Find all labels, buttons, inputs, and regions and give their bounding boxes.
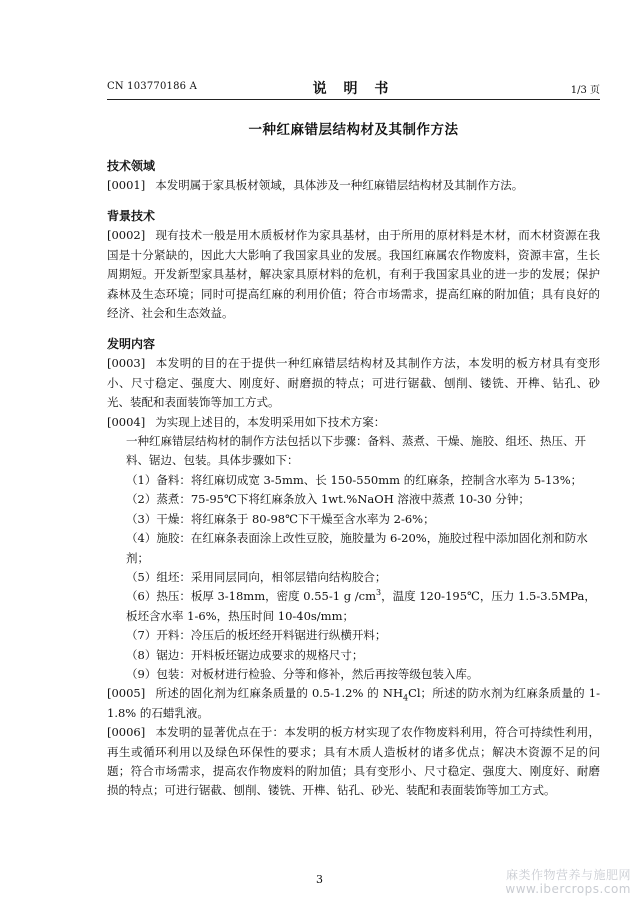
- step-6: [107, 587, 600, 626]
- step-8: （8）锯边：开料板坯锯边成要求的规格尺寸；: [126, 647, 364, 662]
- paragraph-0003: [107, 354, 600, 412]
- paragraph-text: 现有技术一般是用木质板材作为家具基材，由于所用的原材料是木材，而木材资源在我国是十分紧缺的，因此大大影响了我国家具业的发展。我国红麻属农作物废料，资源丰富，生长周期短。开发新型家具基材，解决家具原材料的危机，有利于我国家具业的进一步的发展；保护森林及生态环境；同时可提高红麻的利用价值；符合市场需求，提高红麻的附加值；具有良好的经济、社会和生态效益。: [107, 228, 600, 321]
- page-header: [107, 78, 600, 96]
- document-title: 一种红麻错层结构材及其制作方法: [248, 122, 459, 138]
- section-heading-summary: 发明内容: [107, 337, 156, 352]
- step-5: （5）组坯：采用同层同向，相邻层错向结构胶合；: [126, 569, 387, 584]
- step-3: （3）干燥：将红麻条于 80-98℃下干燥至含水率为 2-6%；: [126, 511, 435, 526]
- page-number: 3: [316, 873, 323, 886]
- page-info: 1/3 页: [570, 85, 600, 96]
- step-6-text-a: （6）热压：板厚 3-18mm，密度 0.55-1 g /cm: [126, 589, 376, 604]
- paragraph-0005: [107, 684, 600, 723]
- paragraph-0002: [107, 226, 600, 323]
- paragraph-text: 为实现上述目的，本发明采用如下技术方案：: [155, 414, 386, 429]
- patent-number: CN 103770186 A: [107, 81, 198, 92]
- paragraph-text: 本发明的目的在于提供一种红麻错层结构材及其制作方法，本发明的板方材具有变形小、尺寸稳定、强度大、刚度好、耐磨损的特点；可进行锯截、刨削、镂铣、开榫、钻孔、砂光、装配和表面装饰等加工方式。: [107, 356, 600, 410]
- superscript: 3: [375, 588, 382, 598]
- paragraph-text-a: 所述的固化剂为红麻条质量的 0.5-1.2% 的 NH: [155, 686, 403, 701]
- document-type: 说 明 书: [312, 81, 395, 97]
- section-heading-background: 背景技术: [107, 209, 156, 224]
- paragraph-tag: [0003]: [107, 356, 146, 371]
- watermark: [505, 868, 631, 896]
- paragraph-tag: [0005]: [107, 686, 146, 701]
- paragraph-tag: [0004]: [107, 414, 146, 429]
- step-2: （2）蒸煮：75-95℃下将红麻条放入 1wt.%NaOH 溶液中蒸煮 10-30 分钟；: [126, 492, 530, 507]
- section-heading-technical-field: 技术领域: [107, 159, 156, 173]
- subscript: 4: [402, 693, 409, 703]
- step-1: （1）备料：将红麻切成宽 3-5mm、长 150-550mm 的红麻条，控制含水率为 5-13%；: [126, 472, 583, 487]
- step-9: （9）包装：对板材进行检验、分等和修补，然后再按等级包装入库。: [126, 666, 479, 681]
- paragraph-text-b: Cl；所述的防水剂为红麻条质量的 1-1.8% 的石蜡乳液。: [107, 686, 600, 720]
- method-intro: 一种红麻错层结构材的制作方法包括以下步骤：备料、蒸煮、干燥、施胶、组坯、热压、开料、锯边、包装。具体步骤如下：: [126, 434, 586, 468]
- paragraph-tag: [0006]: [107, 725, 146, 740]
- step-4: （4）施胶：在红麻条表面涂上改性豆胶，施胶量为 6-20%，施胶过程中添加固化剂和防水剂；: [126, 531, 588, 565]
- paragraph-tag: [0001]: [107, 178, 146, 192]
- paragraph-text: 本发明属于家具板材领域，具体涉及一种红麻错层结构材及其制作方法。: [155, 178, 524, 192]
- watermark-line-1: 麻类作物营养与施肥网: [505, 868, 631, 882]
- paragraph-text: 本发明的显著优点在于：本发明的板方材实现了农作物废料利用，符合可持续性利用，再生或循环利用以及绿色环保性的要求；具有木质人造板材的诸多优点；解决木资源不足的问题；符合市场需求，提高农作物废料的附加值；具有变形小、尺寸稳定、强度大、刚度好、耐磨损的特点；可进行锯截、刨削、镂铣、开榫、钻孔、砂光、装配和表面装饰等加工方式。: [107, 725, 600, 798]
- paragraph-tag: [0002]: [107, 228, 146, 243]
- watermark-line-2: www.ibercrops.com: [505, 882, 631, 896]
- step-7: （7）开料：冷压后的板坯经开料锯进行纵横开料；: [126, 628, 387, 643]
- document-body: [107, 157, 600, 801]
- step-6-text-b: ，温度 120-195℃，压力 1.5-3.5MPa，板坯含水率 1-6%，热压时间 10-40s/mm；: [126, 589, 596, 623]
- paragraph-0001: [107, 176, 600, 195]
- header-divider: [107, 99, 600, 100]
- paragraph-0004: [107, 413, 600, 432]
- paragraph-0006: [107, 723, 600, 801]
